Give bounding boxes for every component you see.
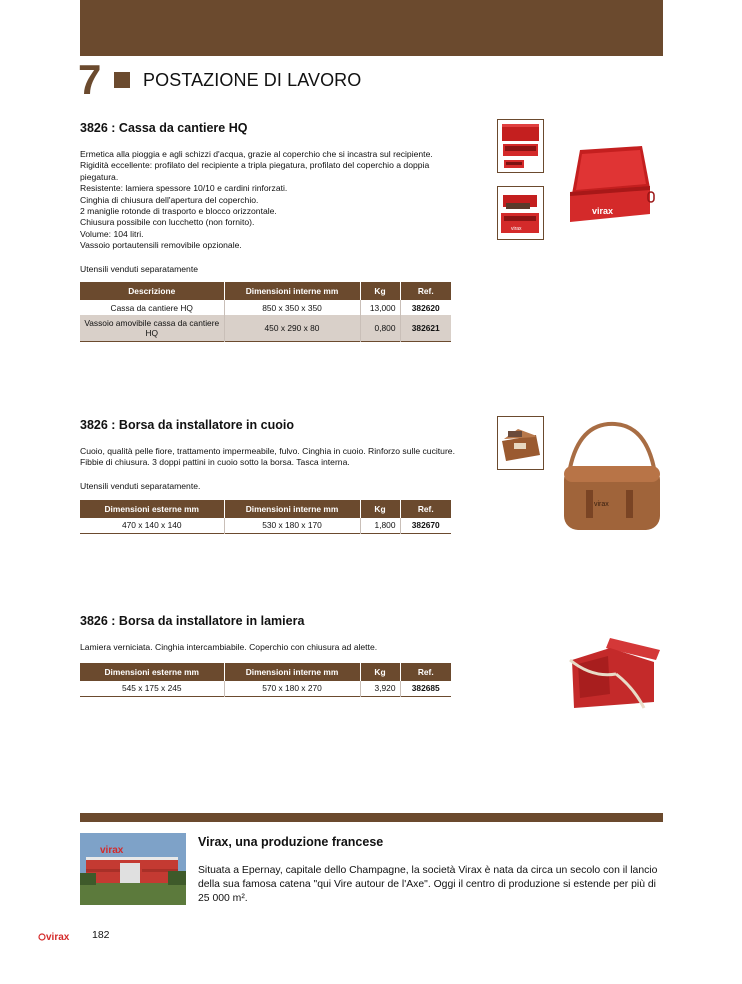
thumbnail-box-tools [497,186,544,240]
cell-weight: 0,800 [360,315,400,341]
column-header: Kg [360,282,400,300]
chapter-number: 7 [78,56,102,103]
table-header-row [80,663,451,681]
desc-line: Ermetica alla pioggia e agli schizzi d'acqua, grazie al coperchio che si incastra sul recipiente. [80,149,433,159]
cell-weight: 13,000 [360,300,400,315]
column-header: Descrizione [80,282,224,300]
section-borsa-cuoio [80,418,460,491]
cell-dimensions: 450 x 290 x 80 [224,315,360,341]
virax-logo [38,929,80,941]
desc-paragraph: Cuoio, qualità pelle fiore, trattamento impermeabile, fulvo. Cinghia in cuoio. Rinforzo sulle cuciture. Fibbie di chiusura. 3 doppi pattini in cuoio sotto la borsa. Tasca interna. [80,446,455,468]
building-sign: virax [100,845,124,856]
column-header: Dimensioni interne mm [224,663,360,681]
cell-dimensions: 850 x 350 x 350 [224,300,360,315]
desc-paragraph: Lamiera verniciata. Cinghia intercambiabile. Coperchio con chiusura ad alette. [80,642,378,652]
footer-title: Virax, una produzione francese [198,835,384,849]
page-number: 182 [92,929,110,941]
table-row [80,315,451,341]
section-note: Utensili venduti separatamente. [80,480,201,491]
section-title: 3826 : Cassa da cantiere HQ [80,121,248,135]
footer-band [80,813,663,822]
red-box-tools-image [498,187,543,239]
cell-inner-dimensions: 530 x 180 x 170 [224,518,360,533]
column-header: Dimensioni esterne mm [80,663,224,681]
virax-logo-icon [38,930,80,942]
spec-table-cuoio [80,500,451,534]
leather-bag-open-image [498,417,543,469]
desc-line: Rigidità eccellente: profilato del recipiente a tripla piegatura, profilato del coperchio a doppia piegatura. [80,160,430,182]
column-header: Ref. [400,663,451,681]
column-header: Kg [360,663,400,681]
table-header-row [80,282,451,300]
spec-table-lamiera [80,663,451,697]
brand-logo-text: virax [46,932,70,942]
cell-reference: 382621 [400,315,451,341]
section-note: Utensili venduti separatamente [80,263,198,274]
column-header: Kg [360,500,400,518]
leather-bag-logo: virax [594,501,609,508]
desc-line: Vassoio portautensili removibile opzionale. [80,240,242,251]
thumbnail-leather-open [497,416,544,470]
cell-outer-dimensions: 545 x 175 x 245 [80,681,224,696]
chapter-title: POSTAZIONE DI LAVORO [143,69,362,90]
section-cassa-cantiere [80,121,460,274]
cell-reference: 382685 [411,683,440,694]
chapter-heading [78,56,362,103]
header-band [80,0,663,56]
factory-building-image [80,833,186,905]
column-header: Ref. [400,282,451,300]
box-logo: virax [592,206,614,216]
section-title: 3826 : Borsa da installatore in cuoio [80,418,294,432]
cell-outer-dimensions: 470 x 140 x 140 [80,518,224,533]
chapter-square-marker [114,72,130,88]
desc-line: Resistente: lamiera spessore 10/10 e cardini rinforzati. [80,183,288,194]
section-description [80,149,460,252]
desc-line: Chiusura possibile con lucchetto (non fornito). [80,217,255,228]
photo-red-toolbox [562,142,657,234]
factory-photo [80,833,186,905]
column-header: Ref. [400,500,451,518]
column-header: Dimensioni interne mm [224,282,360,300]
cell-reference: 382670 [411,520,440,531]
table-header-row [80,500,451,518]
cell-weight: 3,920 [360,681,400,696]
section-borsa-lamiera [80,614,460,653]
column-header: Dimensioni esterne mm [80,500,224,518]
desc-line: Volume: 104 litri. [80,228,144,239]
photo-leather-bag [560,420,662,532]
leather-bag-image [560,420,662,532]
photo-metal-bag [564,632,664,714]
box-thumb-logo: virax [511,226,522,232]
metal-bag-image [564,632,664,714]
cell-description: Vassoio amovibile cassa da cantiere HQ [80,315,224,341]
cell-reference: 382620 [411,302,440,313]
thumbnail-box-open [497,119,544,173]
section-title: 3826 : Borsa da installatore in lamiera [80,614,305,628]
table-row [80,300,451,315]
column-header: Dimensioni interne mm [224,500,360,518]
table-row [80,681,451,696]
section-description [80,642,460,653]
cell-weight: 1,800 [360,518,400,533]
desc-line: Cinghia di chiusura dell'apertura del coperchio. [80,194,259,205]
section-description [80,446,460,469]
red-box-open-image [498,120,543,172]
footer-text: Situata a Epernay, capitale dello Champagne, la società Virax è nata da circa un secolo con il lancio della sua famosa catena "qui Vire autour de l'Axe". Oggi il centro di produzione si estende per più di 25 000 m². [198,865,658,904]
cell-inner-dimensions: 570 x 180 x 270 [224,681,360,696]
desc-line: 2 maniglie rotonde di trasporto e blocco orizzontale. [80,206,277,217]
cell-description: Cassa da cantiere HQ [80,300,224,315]
table-row [80,518,451,533]
spec-table-cassa [80,282,451,342]
red-toolbox-image [562,142,657,234]
